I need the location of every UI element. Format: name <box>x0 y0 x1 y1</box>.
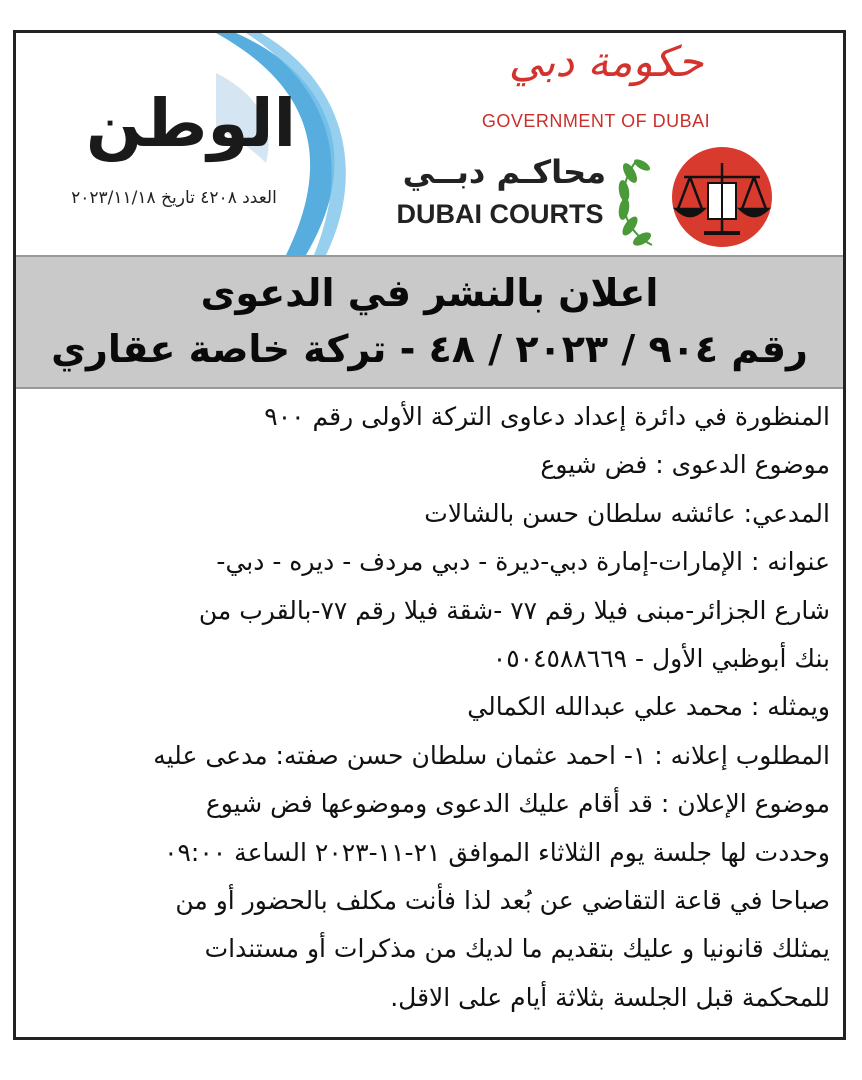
body-line: صباحا في قاعة التقاضي عن بُعد لذا فأنت مكلف بالحضور أو من <box>175 886 830 916</box>
dubai-courts-emblem-icon <box>612 143 802 251</box>
body-line: المنظورة في دائرة إعداد دعاوى التركة الأولى رقم ٩٠٠ <box>264 402 830 431</box>
notice-title: اعلان بالنشر في الدعوى <box>200 271 659 315</box>
body-line: موضوع الإعلان : قد أقام عليك الدعوى وموضوعها فض شيوع <box>205 789 830 819</box>
government-name-ar: حكومة دبي <box>508 37 704 86</box>
body-line: للمحكمة قبل الجلسة بثلاثة أيام على الاقل. <box>390 982 830 1012</box>
body-line: شارع الجزائر-مبنى فيلا رقم ٧٧ -شقة فيلا رقم ٧٧-بالقرب من <box>198 595 830 625</box>
body-line: المدعي: عائشه سلطان حسن بالشالات <box>424 498 830 528</box>
courts-name-en: DUBAI COURTS <box>396 199 604 229</box>
case-number: رقم ٩٠٤ / ٢٠٢٣ / ٤٨ - تركة خاصة عقاري <box>51 327 808 371</box>
government-name-en: GOVERNMENT OF DUBAI <box>481 111 711 131</box>
notice-body <box>30 393 830 1022</box>
courts-name-ar: محاكـم دبــي <box>402 153 606 191</box>
body-line: يمثلك قانونيا و عليك بتقديم ما لديك من مذكرات أو مستندات <box>204 934 830 964</box>
notice-frame <box>13 30 846 1040</box>
body-line: موضوع الدعوى : فض شيوع <box>540 450 830 480</box>
body-line: عنوانه : الإمارات-إمارة دبي-ديرة - دبي مردف - ديره - دبي- <box>216 547 830 577</box>
body-line: المطلوب إعلانه : ١- احمد عثمان سلطان حسن صفته: مدعى عليه <box>153 740 830 770</box>
body-line: بنك أبوظبي الأول - ٠٥٠٤٥٨٨٦٦٩ <box>492 644 830 674</box>
body-line: ويمثله : محمد علي عبدالله الكمالي <box>467 692 830 722</box>
newspaper-issue-date: العدد ٤٢٠٨ تاريخ ٢٠٢٣/١١/١٨ <box>71 188 277 208</box>
notice-title-band <box>16 255 843 389</box>
body-line: وحددت لها جلسة يوم الثلاثاء الموافق ٢١-١١-٢٠٢٣ الساعة ٠٩:٠٠ <box>164 837 830 867</box>
header <box>16 33 843 255</box>
newspaper-name: الوطن <box>85 85 297 162</box>
